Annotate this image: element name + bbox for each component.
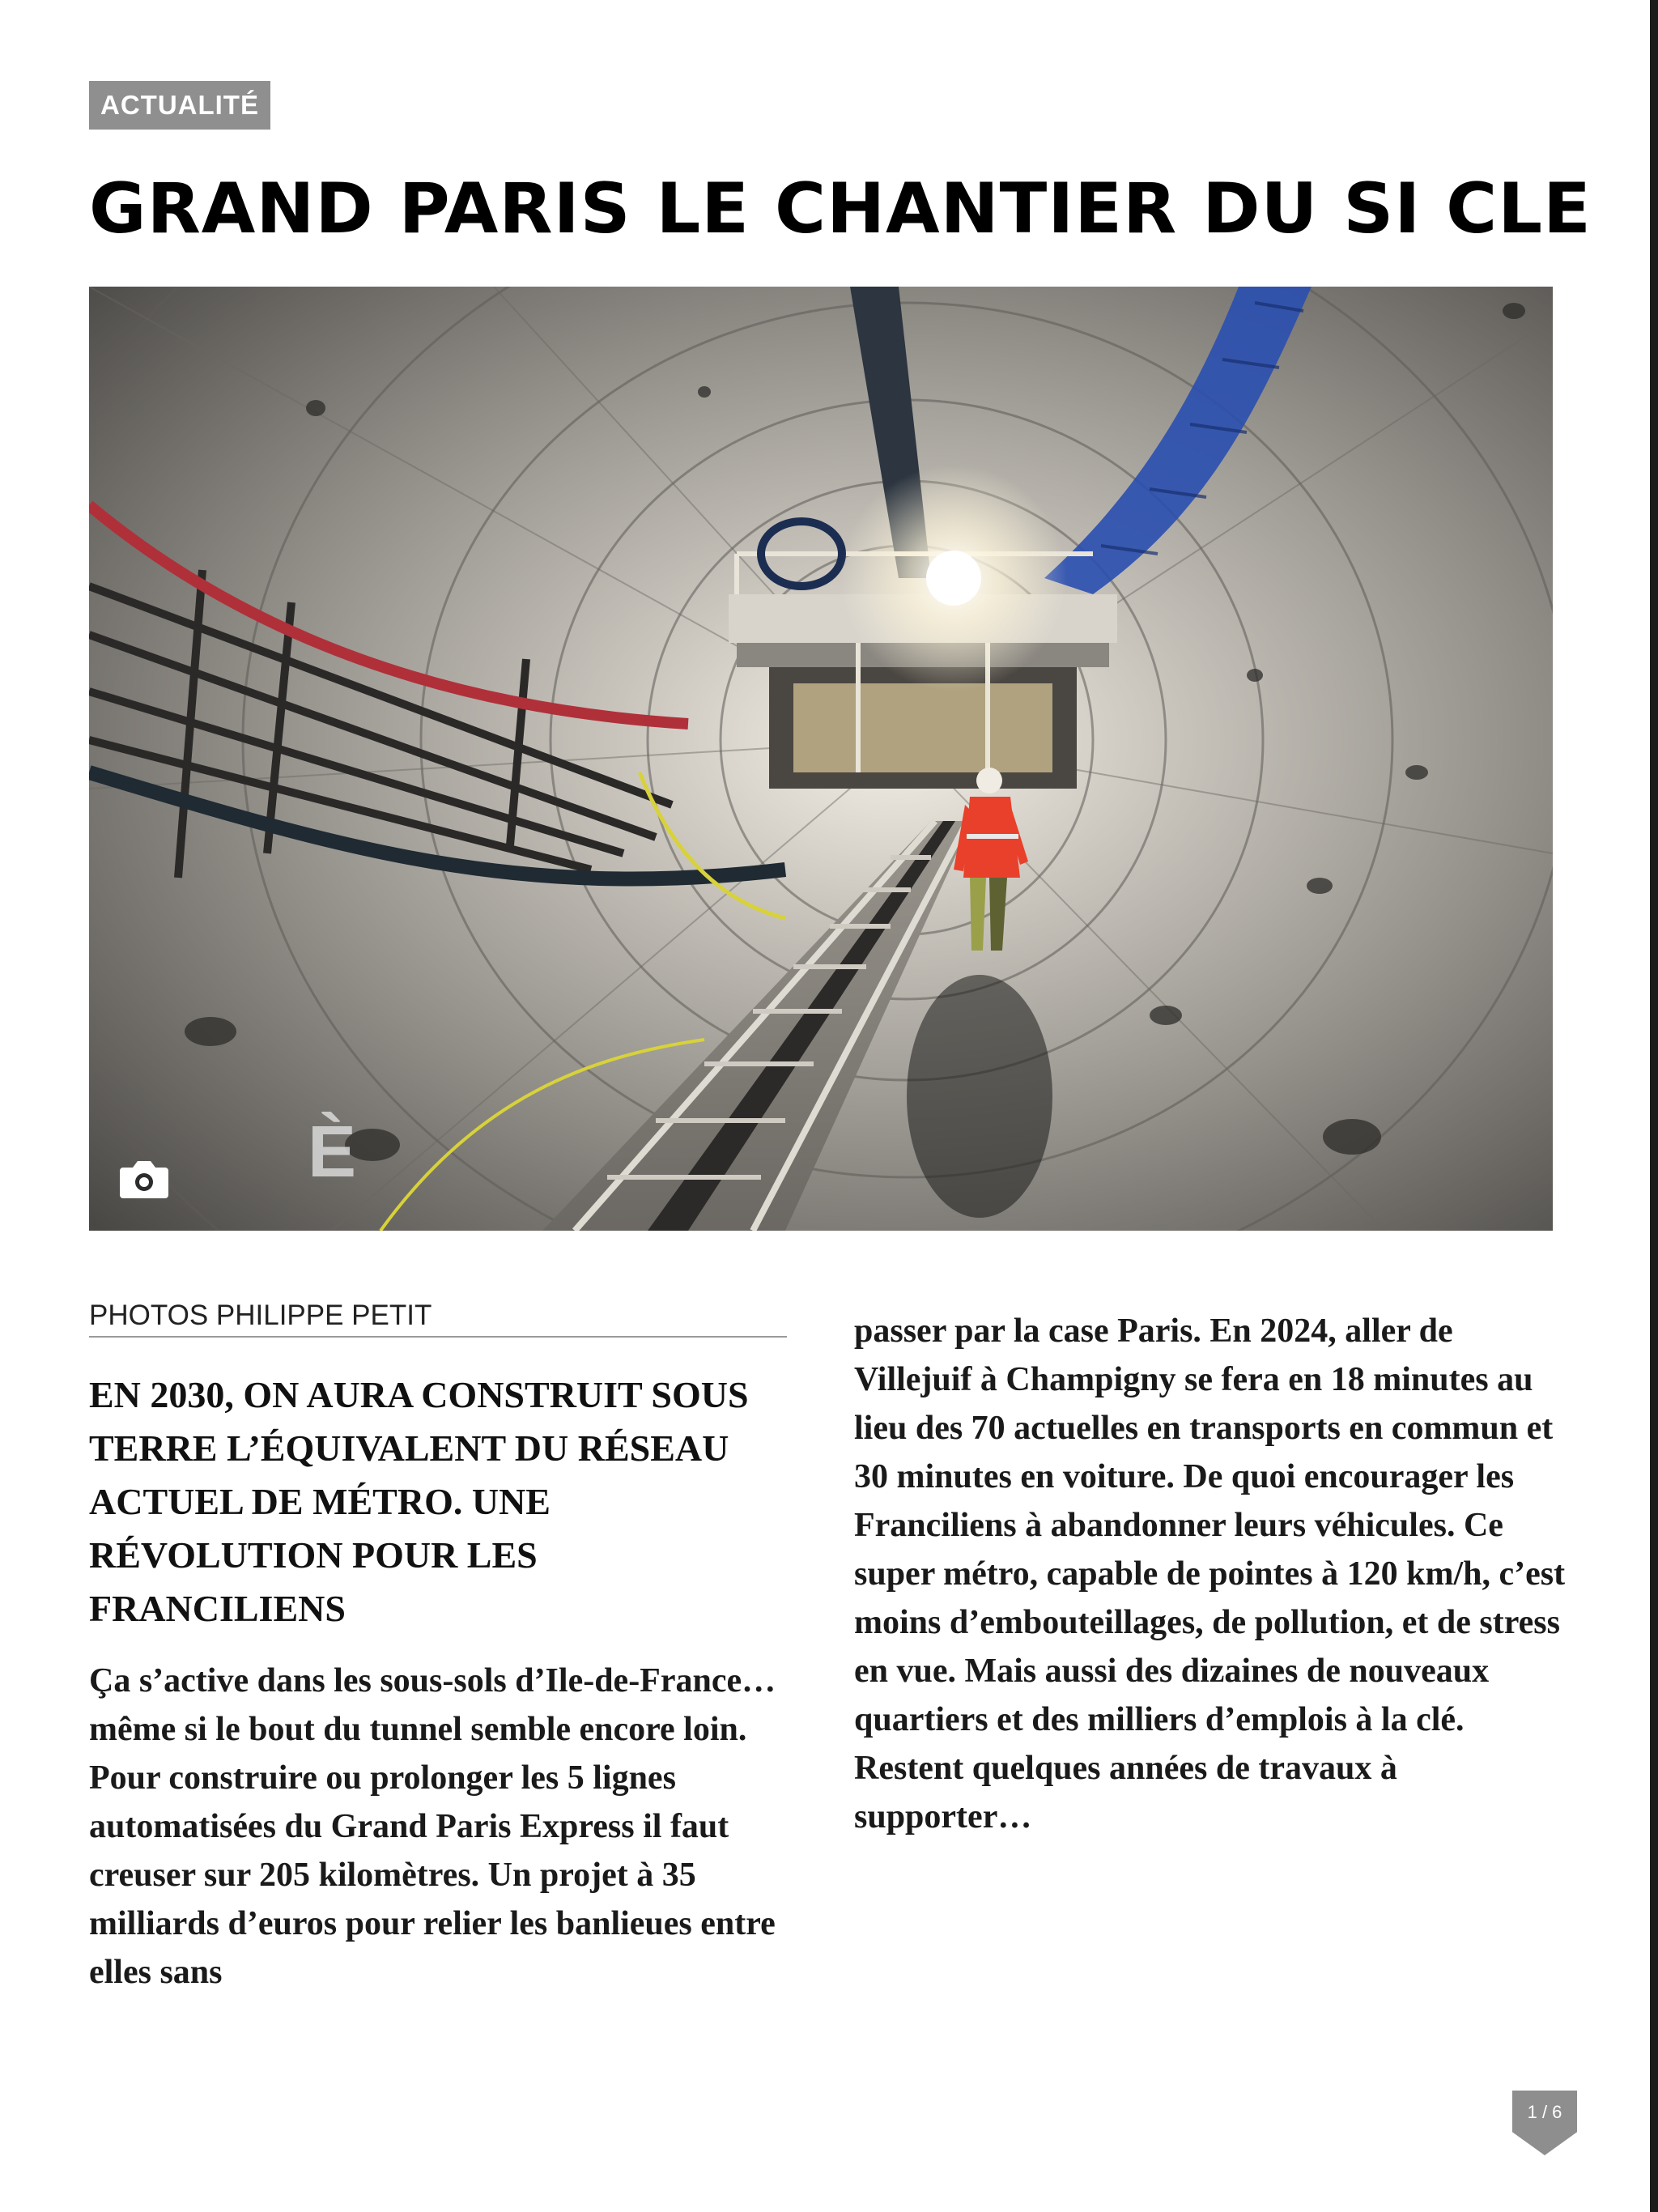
scrollbar[interactable] — [1650, 0, 1658, 2212]
tunnel-illustration — [89, 287, 1553, 1231]
page-indicator[interactable] — [1512, 2091, 1577, 2155]
standfirst: EN 2030, ON AURA CONSTRUIT SOUS TERRE L’ÉQUIVALENT DU RÉSEAU ACTUEL DE MÉTRO. UNE RÉVOLUTION POUR LES FRANCILIENS — [89, 1374, 749, 1629]
photo-credit: PHOTOS PHILIPPE PETIT — [89, 1295, 787, 1338]
page-indicator-label: 1 / 6 — [1527, 2102, 1562, 2122]
article-title: GRAND PARIS LE CHANTIER DU SI CLE — [89, 168, 1592, 249]
camera-icon[interactable] — [118, 1156, 170, 1202]
section-tag: ACTUALITÉ — [89, 81, 270, 130]
article-body-column-right: passer par la case Paris. En 2024, aller de Villejuif à Champigny se fera en 18 minutes au lieu des 70 actuelles en transports en commun et 30 minutes en voiture. De quoi encourager les Franciliens à abandonner leurs véhicules. Ce super métro, capable de pointes à 120 km/h, c’est moins d’embouteillages, de pollution, et de stress en vue. Mais aussi des dizaines de nouveaux quartiers et des milliers d’emplois à la clé. Restent quelques années de travaux à supporter… — [854, 1312, 1566, 1836]
page-indicator-badge — [1512, 2091, 1577, 2155]
article-body-column-left: Ça s’active dans les sous-sols d’Ile-de-France… même si le bout du tunnel semble encore loin. Pour construire ou prolonger les 5 lignes automatisées du Grand Paris Express il faut creuser sur 205 kilomètres. Un projet à 35 milliards d’euros pour relier les banlieues entre elles sans — [89, 1662, 776, 1991]
article-photo[interactable] — [89, 287, 1553, 1231]
photo-watermark: È — [308, 1112, 357, 1193]
